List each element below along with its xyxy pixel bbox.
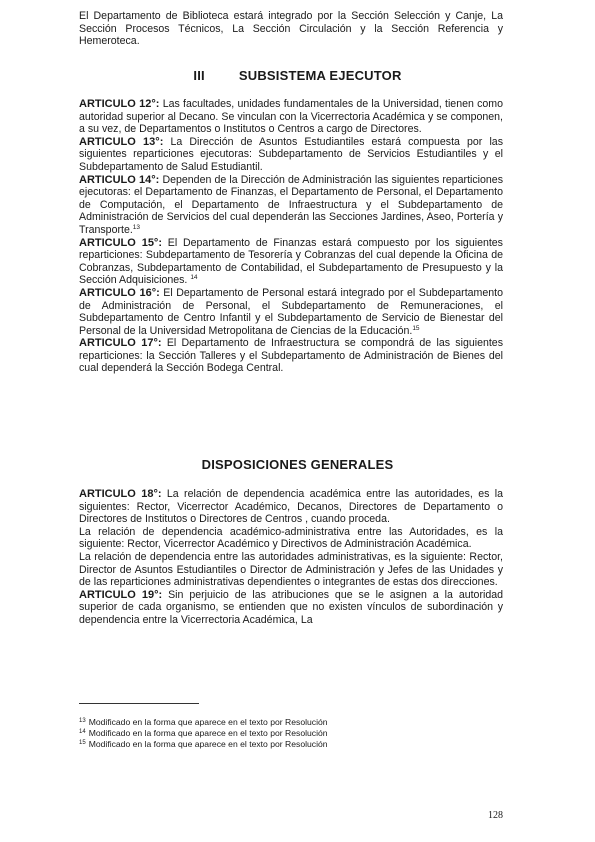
- section-title: SUBSISTEMA EJECUTOR: [238, 68, 402, 83]
- footnotes: [79, 717, 503, 751]
- section-heading-disposiciones-generales: [0, 457, 595, 472]
- section-body-disposiciones-generales: [79, 488, 503, 627]
- article-text: Las facultades, unidades fundamentales de la Universidad, tienen como autoridad superior al Decano. Se vinculan con la Vicerrectoria Académica y se componen, a su vez, de Departamentos o Institutos o Centros a cargo de Directores.: [79, 98, 503, 136]
- intro-text: El Departamento de Biblioteca estará integrado por la Sección Selección y Canje, La Sección Procesos Técnicos, La Sección Circulación y la Sección Referencia y Hemeroteca.: [79, 10, 503, 48]
- footnote-ref[interactable]: 14: [190, 274, 198, 282]
- article-label: ARTICULO 19°:: [79, 588, 163, 601]
- article-18: [79, 488, 503, 526]
- article-text: Dependen de la Dirección de Administración las siguientes reparticiones ejecutoras: el Departamento de Finanzas, el Departamento de Personal, el Departamento de Computación, el Departamento de Infraestructura y el Subdepartamento de Administración de Servicios del cual dependerán las Secciones Jardines, Aseo, Portería y Transporte.: [79, 173, 503, 236]
- footnote-text: Modificado en la forma que aparece en el texto por Resolución: [88, 739, 328, 750]
- article-13: [79, 136, 503, 174]
- section-title: DISPOSICIONES GENERALES: [201, 457, 394, 472]
- footnote-separator: [79, 703, 199, 704]
- footnote-text: Modificado en la forma que aparece en el texto por Resolución: [88, 728, 328, 739]
- article-text: La relación de dependencia académica entre las autoridades, es la siguientes: Rector, Vicerrector Académico, Decanos, Directores de Departamento o Directores de Institutos o Directores de Centros , cuando proceda.: [79, 488, 503, 526]
- footnote-number: 15: [79, 740, 86, 747]
- footnote-number: 14: [79, 729, 86, 736]
- page-number: 128: [488, 810, 503, 821]
- section-body-subsistema-ejecutor: [79, 98, 503, 375]
- article-16: [79, 287, 503, 337]
- article-text: El Departamento de Finanzas estará compuesto por los siguientes reparticiones: Subdepartamento de Tesorería y Cobranzas del cual depende la Oficina de Cobranzas, Subdepartamento de Contabilidad, el Subdepartamento de Presupuesto y la Sección Adquisiciones.: [79, 236, 503, 287]
- article-text: La Dirección de Asuntos Estudiantiles estará compuesta por las siguientes reparticiones ejecutoras: Subdepartamento de Servicios Estudiantiles y el Subdepartamento de Salud Estudiantil.: [79, 135, 503, 173]
- footnote-ref[interactable]: 13: [132, 223, 141, 231]
- article-17: [79, 337, 503, 375]
- paragraph-dependencia-administrativa: [79, 551, 503, 589]
- article-text: El Departamento de Infraestructura se compondrá de las siguientes reparticiones: la Sección Talleres y el Subdepartamento de Administración de Bienes del cual dependerá la Sección Bodega Central.: [79, 337, 503, 375]
- article-19: [79, 589, 503, 627]
- footnote-13: [79, 717, 503, 728]
- article-12: [79, 98, 503, 136]
- article-label: ARTICULO 12°:: [79, 98, 160, 110]
- paragraph-text: La relación de dependencia entre las autoridades administrativas, es la siguiente: Rector, Director de Asuntos Estudiantiles o Director de Administración y Jefes de las Unidades y de las reparticiones administrativas dependientes o integrantes de estas dos direcciones.: [79, 550, 503, 589]
- article-text: Sin perjuicio de las atribuciones que se le asignen a la autoridad superior de cada organismo, se entienden que no existen vínculos de subordinación y dependencia entre la Vicerrectoria Académica, La: [79, 588, 504, 626]
- article-15: [79, 237, 503, 287]
- article-label: ARTICULO 14°:: [79, 173, 160, 186]
- paragraph-text: La relación de dependencia académico-administrativa entre las Autoridades, es la siguiente: Rector, Vicerrector Académico y Directivos de Administración Académica.: [79, 525, 503, 551]
- article-label: ARTICULO 18°:: [79, 488, 162, 500]
- article-text: El Departamento de Personal estará integrado por el Subdepartamento de Administración de Personal, el Subdepartamento de Remuneraciones, el Subdepartamento de Centro Infantil y el Subdepartamento de Servicio de Bienestar del Personal de la Universidad Metropolitana de Ciencias de la Educación.: [79, 286, 503, 337]
- footnote-ref[interactable]: 15: [412, 324, 420, 332]
- footnote-14: [79, 728, 503, 739]
- footnote-15: [79, 739, 503, 750]
- article-label: ARTICULO 17°:: [79, 337, 162, 350]
- paragraph-dependencia-academico-administrativa: [79, 526, 503, 551]
- article-label: ARTICULO 16°:: [79, 286, 160, 299]
- footnote-number: 13: [79, 718, 86, 724]
- footnote-text: Modificado en la forma que aparece en el texto por Resolución: [88, 717, 328, 727]
- section-heading-subsistema-ejecutor: [0, 68, 595, 83]
- article-14: [79, 174, 503, 237]
- intro-paragraph: [79, 10, 503, 48]
- section-numeral: III: [193, 68, 205, 83]
- article-label: ARTICULO 15°:: [79, 236, 162, 249]
- article-label: ARTICULO 13°:: [79, 135, 164, 148]
